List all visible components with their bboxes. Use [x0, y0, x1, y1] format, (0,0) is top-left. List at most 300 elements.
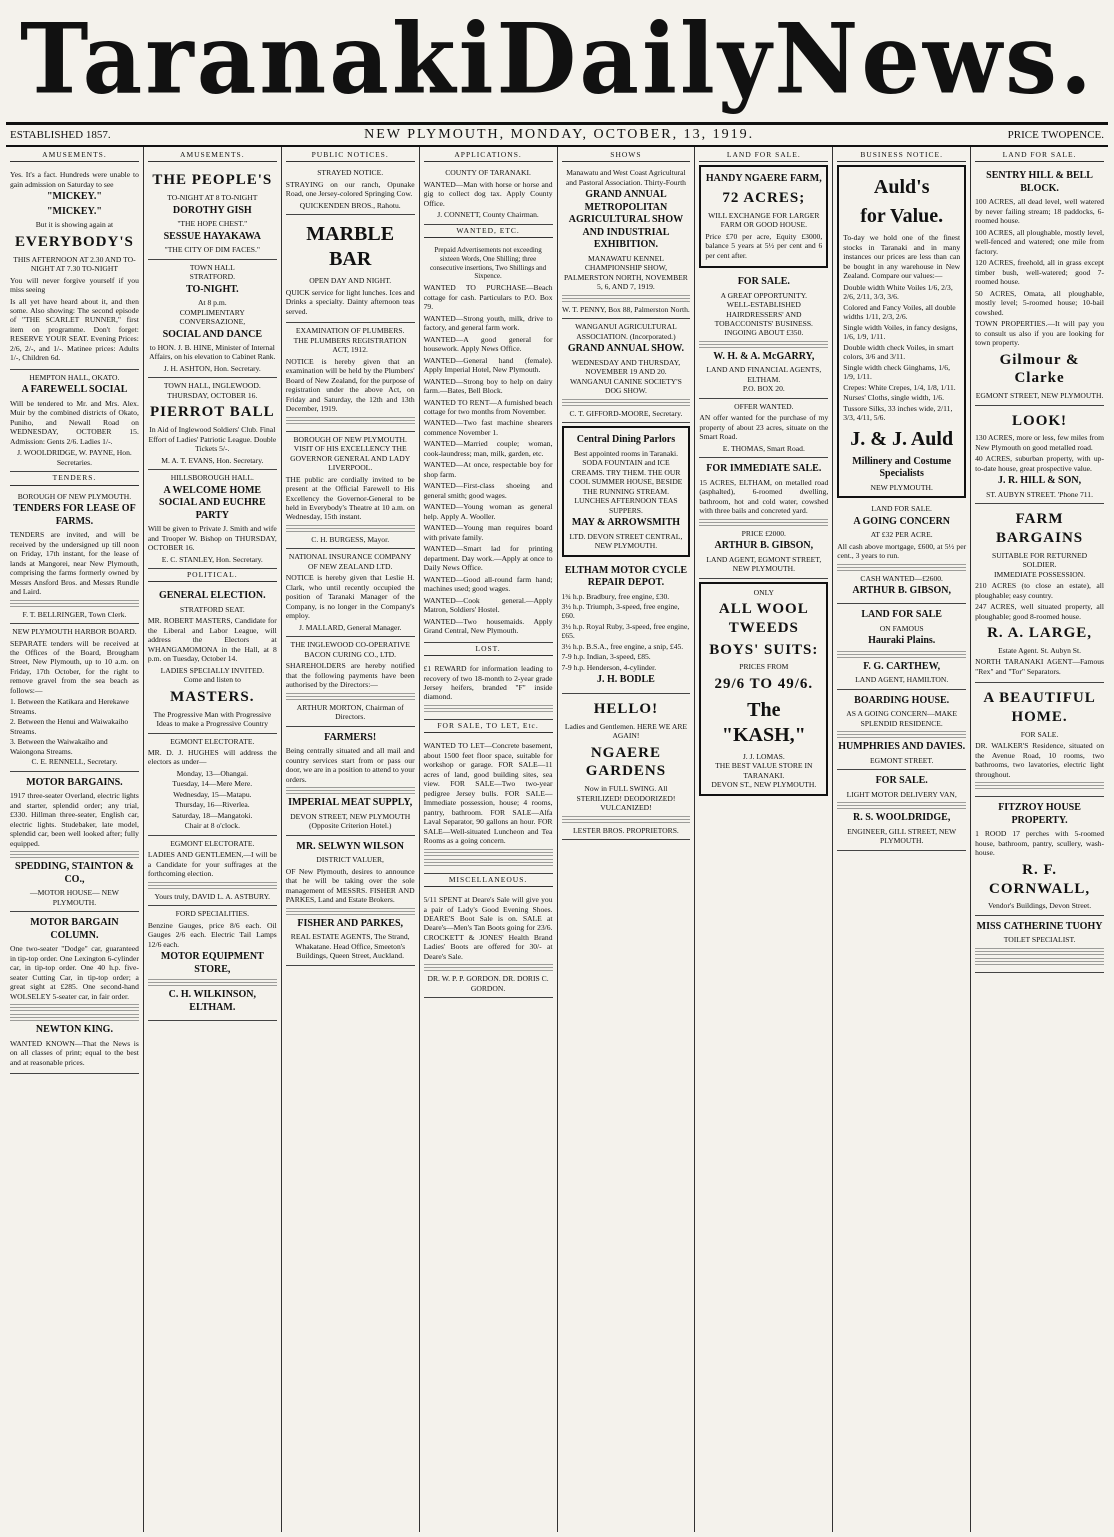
text-lines: [10, 600, 139, 607]
classified-item: WANTED—Young man requires board with private family.: [423, 523, 553, 542]
ford-ad: [148, 906, 277, 1021]
ad-subhead: PRICE £2000.: [741, 528, 786, 538]
text-lines: [286, 525, 415, 532]
masthead-word-1: Taranaki: [20, 2, 497, 116]
hauraki-ad: [837, 604, 966, 689]
ad-text: THIS AFTERNOON AT 2.30 AND TO-NIGHT AT 7.30 TO-NIGHT: [13, 254, 136, 274]
text-lines: [10, 851, 139, 858]
ad-signature: C. E. RENNELL, Secretary.: [31, 757, 118, 767]
ad-subhead: ST. AUBYN STREET. 'Phone 711.: [986, 489, 1094, 499]
ad-text: TOWN PROPERTIES.—It will pay you to consult us also if you are looking for town property.: [975, 319, 1104, 348]
column-5: [558, 147, 696, 1532]
immediate-sale-ad: [699, 458, 828, 578]
classified-item: WANTED—Cook general.—Apply Matron, Soldiers' Hostel.: [423, 595, 553, 615]
ad-text: WANTED TO LET—Concrete basement, about 1500 feet floor space, suitable for workshop or garage. FOR SALE—11 acres of land, good building sites, sea view. FOR SALE—Two two-year pedigree Jersey bulls. FOR SALE—Immediate possession, house; 4 rooms, pantry, bathroom. FOR SALE—Alfa Laval Separator, 90 gallons an hour. FOR SALE—Well-situated Luncheon and Tea Rooms as a going concern.: [423, 741, 553, 846]
ad-subhead: PALMERSTON NORTH, NOVEMBER 5, 6, AND 7, 1919.: [564, 272, 688, 292]
visit-ad: [286, 432, 415, 550]
ad-subhead: COUNTY OF TARANAKI.: [445, 168, 531, 178]
ad-signature: C. H. BURGESS, Mayor.: [311, 534, 390, 544]
ad-rule: Prepaid Advertisements not exceeding sixteen Words, One Shilling; three consecutive insertions, Two Shillings and Sixpence.: [429, 246, 547, 281]
ad-text: WANTED—Man with horse or horse and gig to collect dog tax. Apply County Office.: [423, 179, 553, 208]
motor-bargain-column-ad: [10, 912, 139, 1074]
ad-subhead: LTD. DEVON STREET CENTRAL, NEW PLYMOUTH.: [569, 531, 683, 551]
columns: [6, 147, 1108, 1532]
ad-text: 15 ACRES, ELTHAM, on metalled road (asphalted), 6-roomed dwelling, bathroom, hot and cold water, cowshed with three bails and concreted yard.: [699, 477, 829, 516]
text-lines: [148, 979, 277, 986]
dining-ad: [562, 426, 691, 556]
ad-text: Being centrally situated and all mail and country services start from or pass our door, we are in a position to attend to your orders.: [285, 746, 415, 784]
ad-signature: QUICKENDEN BROS., Rahotu.: [299, 200, 401, 210]
offer-ad: [699, 399, 828, 458]
ad-subhead: EGMONT ELECTORATE.: [170, 838, 255, 848]
ad-subhead: Estate Agent. St. Aubyn St.: [998, 645, 1082, 655]
insurance-ad: [286, 549, 415, 637]
ad-title: J. R. HILL & SON,: [998, 475, 1082, 487]
ad-title: SPEDDING, STAINTON & CO.,: [15, 861, 134, 885]
section-heading: TENDERS.: [10, 472, 139, 485]
list-item: 1¾ h.p. Bradbury, free engine, £30.: [561, 591, 670, 601]
listing-item: 100 ACRES, all dead level, well watered by never failing stream; 18 paddocks, 6-roomed house.: [975, 197, 1104, 226]
look-ad: [975, 406, 1104, 505]
ad-title: GRAND ANNUAL METROPOLITAN AGRICULTURAL SHOW AND INDUSTRIAL EXHIBITION.: [568, 189, 684, 251]
ad-subhead: BOROUGH OF NEW PLYMOUTH.: [17, 491, 132, 501]
ad-headline: R. A. LARGE,: [987, 625, 1093, 642]
ad-text: You will never forgive yourself if you miss seeing: [10, 275, 139, 295]
ad-title: FISHER AND PARKES,: [297, 917, 404, 929]
classified-item: WANTED—Good all-round farm hand; machines used; good wages.: [423, 574, 553, 594]
aulds-ad: [837, 165, 966, 498]
ad-text: "THE CITY OF DIM FACES.": [164, 245, 261, 255]
ad-subhead: LAND AGENT, HAMILTON.: [855, 675, 949, 685]
ad-signature: C. T. GIFFORD-MOORE, Secretary.: [569, 408, 683, 418]
column-heading: LAND FOR SALE.: [699, 149, 828, 162]
ad-title: FARMERS!: [324, 731, 377, 743]
ad-subhead: HEMPTON HALL, OKATO.: [29, 372, 120, 382]
ad-headline: ALL WOOL TWEEDS: [718, 601, 809, 636]
ad-subhead: ONLY: [753, 587, 774, 597]
ad-signature: J. H. ASHTON, Hon. Secretary.: [163, 363, 261, 373]
ad-title: Millinery and Costume Specialists: [852, 455, 952, 480]
classified-item: WANTED—Two fast machine shearers commence November 1.: [423, 418, 553, 437]
ad-signature: E. THOMAS, Smart Road.: [722, 443, 805, 453]
ad-text: "THE HOPE CHEST.": [177, 219, 248, 229]
ad-title: GRAND ANNUAL SHOW.: [567, 343, 684, 355]
ad-title: ELTHAM MOTOR CYCLE REPAIR DEPOT.: [564, 564, 688, 589]
ad-title: FOR IMMEDIATE SALE.: [706, 463, 822, 475]
ad-text: TENDERS are invited, and will be received by the undersigned up till noon on Friday, 17th instant, for the lease of lands at Mangorei, near New Plymouth, comprising the farms formerly owned by Messrs Ansford Bros. and Messrs Rundle and Laird.: [10, 530, 139, 597]
ad-title: TENDERS FOR LEASE OF FARMS.: [13, 503, 136, 527]
ad-text: TO-NIGHT AT 8 TO-NIGHT: [167, 193, 258, 203]
ad-title: IMPERIAL MEAT SUPPLY,: [288, 797, 413, 809]
ad-subhead: FORD SPECIALITIES.: [175, 909, 250, 919]
ngaere-farm-ad: [699, 165, 828, 268]
ad-signature: F. T. BELLRINGER, Town Clerk.: [22, 609, 127, 619]
classified-item: WANTED—Married couple; woman, cook-laundress; man, milk, garden, etc.: [423, 439, 553, 458]
text-lines: [424, 859, 553, 866]
ad-signature: Yours truly, DAVID L. A. ASTBURY.: [154, 891, 271, 901]
ad-text: WANTED KNOWN—That the News is on all classes of print; equal to the best and at reasonable prices.: [10, 1038, 139, 1067]
listing-item: 50 ACRES, Omata, all ploughable, mostly level; 5-roomed house; 10-bail cowshed.: [975, 288, 1104, 317]
motor-bargains-ad: [10, 772, 139, 912]
ad-text: LADIES SPECIALLY INVITED.: [160, 665, 264, 675]
text-lines: [837, 731, 966, 738]
ad-headline: J. & J. Auld: [850, 427, 954, 450]
astbury-ad: [148, 836, 277, 906]
classified-item: WANTED—Smart lad for printing department. Day work.—Apply at once to Daily News Office.: [423, 544, 553, 573]
place-date: NEW PLYMOUTH, MONDAY, OCTOBER, 13, 1919.: [364, 127, 755, 142]
boarding-ad: [837, 690, 966, 770]
sale-ads: [424, 736, 553, 873]
ad-subhead: Vendor's Buildings, Devon Street.: [987, 901, 1092, 911]
ad-subhead: IMMEDIATE POSSESSION.: [993, 569, 1086, 579]
ad-subhead: P.O. BOX 20.: [742, 384, 785, 394]
wilson-ad: [286, 836, 415, 966]
ad-subhead: BOROUGH OF NEW PLYMOUTH.: [293, 434, 407, 444]
hughes-ad: [148, 734, 277, 836]
ad-subhead: FOR SALE.: [1020, 729, 1059, 739]
classified-item: WANTED—Strong boy to help on dairy farm.—Bates, Bell Block.: [423, 376, 553, 396]
text-lines: [562, 399, 691, 406]
tuohy-ad: [975, 916, 1104, 973]
listing-item: 100 ACRES, all ploughable, mostly level, well-fenced and watered; one mile from factory.: [975, 227, 1104, 256]
ad-subhead: WANGANUI AGRICULTURAL ASSOCIATION. (Incorporated.): [575, 322, 677, 341]
ad-headline: R. F. CORNWALL,: [989, 861, 1091, 897]
ad-text: COMPLIMENTARY CONVERSAZIONE,: [179, 307, 246, 327]
farm-bargains-ad: [975, 504, 1104, 683]
ad-text: SHAREHOLDERS are hereby notified that the following payments have been authorised by the Directors:—: [285, 661, 415, 690]
ad-title: HANDY NGAERE FARM,: [705, 173, 822, 185]
county-ad: [424, 165, 553, 224]
ad-text: Price £70 per acre, Equity £3000, balance 5 years at 5½ per cent and 6 per cent after.: [705, 231, 823, 260]
list-item: Double width check Voiles, in smart colors, 3/6 and 3/11.: [843, 342, 954, 362]
ad-subhead: DEVON ST., NEW PLYMOUTH.: [711, 780, 817, 790]
text-lines: [837, 564, 966, 571]
ad-subhead: EGMONT STREET, NEW PLYMOUTH.: [975, 391, 1104, 401]
ad-headline: HELLO!: [593, 700, 659, 717]
list-item: Tussore Silks, 33 inches wide, 2/11, 3/3, 4/11, 5/6.: [843, 403, 953, 423]
ad-subhead: DISTRICT VALUER,: [316, 855, 384, 865]
ad-title: A GOING CONCERN: [853, 515, 951, 527]
farmers-ad: [286, 727, 415, 836]
manawatu-ad: [562, 165, 691, 319]
price: PRICE TWOPENCE.: [1007, 129, 1104, 141]
ad-title: "MICKEY.": [46, 191, 102, 203]
list-item: 2. Between the Henui and Waiwakaiho Streams.: [10, 717, 129, 736]
classified-item: WANTED—A good general for housework. Apply News Office.: [423, 334, 553, 354]
ad-title: BOARDING HOUSE.: [854, 694, 950, 706]
masthead-word-3: News.: [774, 2, 1095, 116]
column-heading: BUSINESS NOTICE.: [837, 149, 966, 162]
ad-subhead: STRAYED NOTICE.: [317, 168, 384, 178]
ad-text: But it is showing again at: [35, 220, 114, 230]
list-item: Crepes: White Crepes, 1/4, 1/8, 1/11.: [843, 382, 956, 392]
ad-text: Now in FULL SWING. All STERILIZED! DEODORIZED! VULCANIZED!: [576, 784, 676, 813]
ad-title: SESSUE HAYAKAWA: [163, 230, 261, 242]
ad-title: J. H. BODLE: [597, 674, 655, 686]
ad-subhead: OPEN DAY AND NIGHT.: [309, 276, 392, 286]
section-heading: MISCELLANEOUS.: [424, 874, 553, 887]
ad-subhead: STRATFORD.: [189, 272, 235, 282]
ad-text: Ladies and Gentlemen. HERE WE ARE AGAIN!: [564, 721, 688, 741]
ad-title: W. H. & A. McGARRY,: [713, 350, 815, 362]
ad-headline: LOOK!: [1012, 412, 1068, 429]
ad-text: 1 ROOD 17 perches with 5-roomed house, bathroom, pantry, scullery, wash-house.: [975, 829, 1104, 858]
motor-cycle-ad: [562, 560, 691, 694]
text-lines: [286, 417, 415, 424]
ad-text: AN offer wanted for the purchase of my property of about 23 acres, situate on the Smart Road.: [699, 413, 829, 442]
classified-item: WANTED TO RENT—A furnished beach cottage for two months from November.: [423, 397, 553, 416]
text-lines: [562, 295, 691, 302]
going-concern-ad: [837, 501, 966, 604]
plumbers-ad: [286, 323, 415, 431]
list-item: Thursday, 16—Riverlea.: [174, 800, 250, 810]
list-item: Monday, 13—Ohangai.: [176, 768, 249, 778]
list-item: Double width White Voiles 1/6, 2/3, 2/6, 2/11, 3/3, 3/6.: [843, 282, 953, 302]
ad-subhead: DEVON STREET, NEW PLYMOUTH (Opposite Criterion Hotel.): [290, 811, 411, 831]
column-heading: PUBLIC NOTICES.: [286, 149, 415, 162]
ad-text: 1917 three-seater Overland, electric lights and starter, splendid order; any trial, £330. Hillman three-seater, English car, electric lights. Studebaker, late model, splendid car, been well looked after; fully equipped.: [10, 791, 139, 848]
text-lines: [10, 1004, 139, 1011]
ad-subhead: THE INGLEWOOD CO-OPERATIVE BACON CURING CO., LTD.: [290, 640, 410, 659]
ad-title: HUMPHRIES AND DAVIES.: [838, 741, 966, 753]
ad-text: to HON. J. B. HINE, Minister of Internal Affairs, on his elevation to Cabinet Rank.: [149, 343, 276, 362]
ad-title: SOCIAL AND DANCE: [162, 328, 263, 340]
ad-subhead: LAND AGENT, EGMONT STREET, NEW PLYMOUTH.: [706, 554, 822, 574]
column-3: [282, 147, 420, 1532]
ad-headline: Gilmour & Clarke: [999, 351, 1080, 387]
ad-title: C. H. WILKINSON, ELTHAM.: [168, 989, 256, 1013]
harbour-ad: [10, 624, 139, 772]
ad-subhead: J. J. LOMAS.: [742, 751, 785, 761]
ad-title: A FAREWELL SOCIAL: [21, 384, 128, 396]
price-range: 29/6 TO 49/6.: [714, 675, 814, 692]
column-2: [144, 147, 282, 1532]
wanganui-ad: [562, 319, 691, 423]
classified-item: WANTED—Young woman as general help. Apply A. Wooller.: [423, 502, 553, 521]
ad-subhead: WEDNESDAY AND THURSDAY, NOVEMBER 19 AND 20.: [571, 357, 681, 377]
ad-subhead: HILLSBOROUGH HALL.: [170, 473, 254, 483]
ad-signature: J. CONNETT, County Chairman.: [437, 210, 539, 220]
ad-subhead: —MOTOR HOUSE— NEW PLYMOUTH.: [30, 888, 119, 907]
listing-item: 120 ACRES, freehold, all in grass except timber bush, well-watered; good 7-roomed house.: [975, 258, 1104, 287]
classified-item: WANTED—Two housemaids. Apply Grand Central, New Plymouth.: [423, 616, 553, 636]
listing-item: 210 ACRES (to close an estate), all ploughable; easy country.: [975, 581, 1104, 600]
hairdresser-ad: [699, 271, 828, 399]
text-lines: [699, 519, 828, 526]
value-list: [843, 283, 960, 423]
ad-headline: EVERYBODY'S: [15, 233, 134, 250]
column-7: [833, 147, 971, 1532]
ad-subhead: SUITABLE FOR RETURNED SOLDIER.: [991, 550, 1088, 570]
ad-text: QUICK service for light lunches. Ices and Drinks a specialty. Dainty afternoon teas served.: [285, 287, 415, 316]
ad-text: Will be tendered to Mr. and Mrs. Alex. Muir by the combined districts of Okato, Puniho, and Newall Road on WEDNESDAY, OCTOBER 15. Admission: Gents 2/6. Ladies 1/-.: [10, 398, 139, 446]
ad-subhead: WELL-ESTABLISHED HAIRDRESSERS' AND TOBACCONISTS' BUSINESS. INGOING ABOUT £350.: [714, 300, 813, 338]
column-6: [695, 147, 833, 1532]
harbour-list: [10, 697, 139, 756]
ad-subhead: WILL EXCHANGE FOR LARGER FARM OR GOOD HOUSE.: [708, 210, 820, 230]
classified-item: WANTED—General hand (female). Apply Imperial Hotel, New Plymouth.: [423, 355, 553, 375]
ad-subhead: NEW PLYMOUTH.: [870, 482, 933, 492]
ad-title: LAND FOR SALE: [861, 609, 942, 621]
home-ad: [975, 683, 1104, 797]
pierrot-ad: [148, 378, 277, 470]
column-heading: LAND FOR SALE.: [975, 149, 1104, 162]
ad-headline: MASTERS.: [170, 688, 255, 705]
ad-subhead: THE PLUMBERS REGISTRATION ACT, 1912.: [293, 335, 407, 355]
ad-subhead: NATIONAL INSURANCE COMPANY OF NEW ZEALAND LTD.: [288, 552, 412, 571]
ad-text: NOTICE is hereby given that Leslie H. Clark, who until recently occupied the position of Taranaki Manager of the Company, is no longer in the Company's employ.: [285, 573, 415, 621]
ad-subhead: NEW PLYMOUTH HARBOR BOARD.: [12, 627, 137, 637]
ad-text: Chair at 8 o'clock.: [184, 821, 240, 831]
ad-subhead: LAND AND FINANCIAL AGENTS, ELTHAM.: [706, 365, 822, 384]
ad-text: One two-seater "Dodge" car, guaranteed in tip-top order. One Lexington 6-cylinder car, in tip-top order. One 40 h.p. five-seater Cutting Car, in tip-top order; a great sight at £285. One second-hand WOLSELEY 5-seater car, in fair order.: [10, 944, 139, 1001]
dateline: [6, 122, 1108, 147]
ad-subhead: REAL ESTATE AGENTS, The Strand, Whakatane. Head Office, Smeeton's Buildings, Queen Street, Auckland.: [290, 932, 410, 961]
text-lines: [837, 651, 966, 658]
list-item: Saturday, 18—Mangatoki.: [172, 810, 253, 820]
ad-text: Benzine Gauges, price 8/6 each. Oil Gauges 2/6 each. Electric Tail Lamps 12/6 each.: [147, 920, 277, 949]
section-heading: POLITICAL.: [148, 569, 277, 582]
section-heading: WANTED, ETC.: [424, 225, 553, 238]
ad-title: SENTRY HILL & BELL BLOCK.: [986, 170, 1093, 194]
ad-subhead: Manawatu and West Coast Agricultural and Pastoral Association. Thirty-Fourth: [565, 168, 686, 187]
ad-text: The Progressive Man with Progressive Ideas to make a Progressive Country: [153, 709, 272, 729]
fitzroy-ad: [975, 797, 1104, 915]
classified-item: WANTED—At once, respectable boy for shop farm.: [423, 460, 553, 479]
tweeds-ad: [699, 582, 828, 796]
ad-subhead: LIGHT MOTOR DELIVERY VAN,: [846, 789, 957, 799]
ad-subhead: EGMONT ELECTORATE.: [170, 736, 255, 746]
listing-item: 40 ACRES, suburban property, with up-to-date house, great prospective value.: [975, 454, 1104, 473]
ad-subhead: THURSDAY, OCTOBER 16.: [167, 390, 258, 400]
election-ad: [148, 585, 277, 733]
ad-text: THE public are cordially invited to be present at the Official Farewell to His Excellency the Governor-General to be held in Everybody's Theatre at 10 a.m. on Wednesday, 15th instant.: [285, 474, 415, 522]
column-heading: AMUSEMENTS.: [10, 149, 139, 162]
ad-headline: for Value.: [860, 205, 944, 228]
list-item: Single width Voiles, in fancy designs, 1/6, 1/9, 1/11.: [843, 322, 958, 342]
ad-signature: J. MALLARD, General Manager.: [298, 622, 402, 632]
section-heading: FOR SALE, TO LET, Etc.: [424, 720, 553, 733]
ad-headline: BOYS' SUITS:: [709, 641, 819, 658]
column-heading: APPLICATIONS.: [424, 149, 553, 162]
text-lines: [975, 958, 1104, 965]
masthead-word-2: Daily: [496, 2, 775, 116]
column-heading: SHOWS: [562, 149, 691, 162]
ad-text: Will be given to Private J. Smith and wife and Trooper W. Bishop on THURSDAY, OCTOBER 16.: [147, 524, 277, 553]
motor-cycle-list: [562, 592, 691, 673]
ad-subhead: ON FAMOUS: [879, 623, 924, 633]
ad-title: FOR SALE.: [875, 775, 928, 787]
text-lines: [975, 948, 1104, 955]
list-item: Colored and Fancy Voiles, all double widths 1/11, 2/3, 2/6.: [843, 302, 956, 322]
ad-title: ARTHUR B. GIBSON,: [852, 584, 951, 596]
ad-title: FITZROY HOUSE PROPERTY.: [998, 802, 1081, 826]
ad-subhead: OFFER WANTED.: [734, 401, 794, 411]
ad-text: NORTH TARANAKI AGENT—Famous "Rex" and "Tor" Separators.: [975, 657, 1104, 676]
peoples-ad: [148, 165, 277, 259]
ad-signature: J. WOOLDRIDGE, W. PAYNE, Hon. Secretaries.: [17, 448, 132, 467]
ad-title: MR. SELWYN WILSON: [296, 840, 404, 852]
ad-title: A WELCOME HOME SOCIAL AND EUCHRE PARTY: [158, 484, 266, 521]
text-lines: [286, 787, 415, 794]
list-item: 3½ h.p. B.S.A., free engine, a snip, £45.: [561, 641, 684, 651]
ad-title: "MICKEY.": [46, 205, 102, 217]
text-lines: [424, 705, 553, 712]
ad-title: TO-NIGHT.: [185, 283, 239, 295]
ad-signature: M. A. T. EVANS, Hon. Secretary.: [161, 455, 264, 465]
ad-text: At 8 p.m.: [197, 298, 227, 308]
ad-subhead: TOILET SPECIALIST.: [1003, 935, 1076, 945]
ad-subhead: TOWN HALL: [189, 262, 235, 272]
ad-subhead: PRICES FROM: [739, 662, 789, 672]
ad-subhead: A GREAT OPPORTUNITY.: [720, 290, 808, 300]
listing-item: 247 ACRES, well situated property, all ploughable; good 8-roomed house.: [975, 602, 1104, 621]
list-item: 7-9 h.p. Indian, 3-speed, £85.: [561, 652, 651, 662]
bacon-ad: [286, 637, 415, 726]
ad-headline: The "KASH,": [721, 698, 806, 746]
ngaere-ad: [562, 694, 691, 840]
listing-item: 130 ACRES, more or less, few miles from New Plymouth on good metalled road.: [975, 433, 1104, 452]
ad-subhead: EGMONT STREET.: [869, 755, 934, 765]
ad-headline: NGAERE GARDENS: [585, 744, 667, 780]
ad-title: MISS CATHERINE TUOHY: [976, 920, 1103, 932]
ad-subhead: TOWN HALL, INGLEWOOD.: [163, 381, 261, 391]
hughes-list: [148, 769, 277, 820]
ad-text: All cash above mortgage, £600, at 5½ per cent., 3 years to run.: [837, 541, 967, 561]
ad-title: GENERAL ELECTION.: [158, 590, 266, 602]
ad-text: Yes. It's a fact. Hundreds were unable to gain admission on Saturday to see: [10, 170, 139, 189]
list-item: 3½ h.p. Triumph, 3-speed, free engine, £60.: [561, 602, 680, 621]
text-lines: [148, 882, 277, 889]
ad-title: MOTOR EQUIPMENT STORE,: [160, 951, 264, 975]
classified-item: WANTED—Strong youth, milk, drive to factory, and general farm work.: [423, 313, 553, 333]
ad-signature: E. C. STANLEY, Hon. Secretary.: [161, 554, 263, 564]
ad-title: DOROTHY GISH: [172, 204, 252, 216]
masthead: [6, 0, 1108, 121]
farewell-ad: [10, 370, 139, 472]
strayed-ad: [286, 165, 415, 215]
text-lines: [975, 782, 1104, 789]
ad-subhead: THE BEST VALUE STORE IN TARANAKI.: [715, 761, 813, 780]
ad-subhead: AS A GOING CONCERN—MAKE SPLENDID RESIDENCE.: [846, 709, 958, 728]
ad-text: Is all yet have heard about it, and then some. Also showing: The second episode of "THE SCARLET RUNNER," first item on programme. Don't forget: RESERVE YOUR SEAT. Evening Prices: 2/6, 2/-, and 1/-. Matinee prices: Adults 1/-, Children 6d.: [10, 296, 139, 363]
misc-ads: [424, 890, 553, 998]
wanted-ads: [424, 241, 553, 642]
ad-headline: PIERROT BALL: [149, 404, 275, 421]
classified-item: WANTED TO PURCHASE—Beach cottage for cash. Particulars to P.O. Box 79.: [423, 283, 553, 312]
ad-headline: MARBLE BAR: [306, 223, 395, 271]
ad-headline: THE PEOPLE'S: [152, 172, 273, 189]
ad-title: Hauraki Plains.: [868, 635, 936, 647]
ad-text: NOTICE is hereby given that an examination will be held by the Plumbers' Board of New Zealand, for the purpose of registration under the above Act, on Friday and Saturday, the 12th and 13th December, 1919.: [285, 356, 415, 414]
ad-title: MOTOR BARGAIN COLUMN.: [30, 917, 119, 941]
list-item: Wednesday, 15—Matapu.: [173, 789, 252, 799]
ad-headline: Auld's: [873, 176, 930, 199]
classified-item: WANTED—First-class shoeing and general smith; good wages.: [423, 481, 553, 500]
ad-title: R. S. WOOLDRIDGE,: [853, 812, 951, 824]
ad-title: MOTOR BARGAINS.: [26, 776, 123, 788]
ad-text: £1 REWARD for information leading to recovery of two 18-month to 2-year grade Jersey heifers, branded "F" inside diamond.: [423, 664, 553, 702]
ad-headline: A BEAUTIFUL HOME.: [983, 690, 1096, 726]
tenders-ad: [10, 489, 139, 624]
ad-text: STRAYING on our ranch, Opunake Road, one Jersey-colored Springing Cow.: [285, 179, 415, 199]
ad-text: MR. D. J. HUGHES will address the electors as under—: [147, 747, 277, 767]
ad-signature: W. T. PENNY, Box 88, Palmerston North.: [562, 304, 690, 314]
ad-title: FOR SALE.: [737, 276, 790, 288]
mickey-ad: [10, 165, 139, 370]
ad-text: Come and listen to: [183, 675, 241, 685]
list-item: 1. Between the Katikara and Herekawe Streams.: [10, 697, 129, 716]
